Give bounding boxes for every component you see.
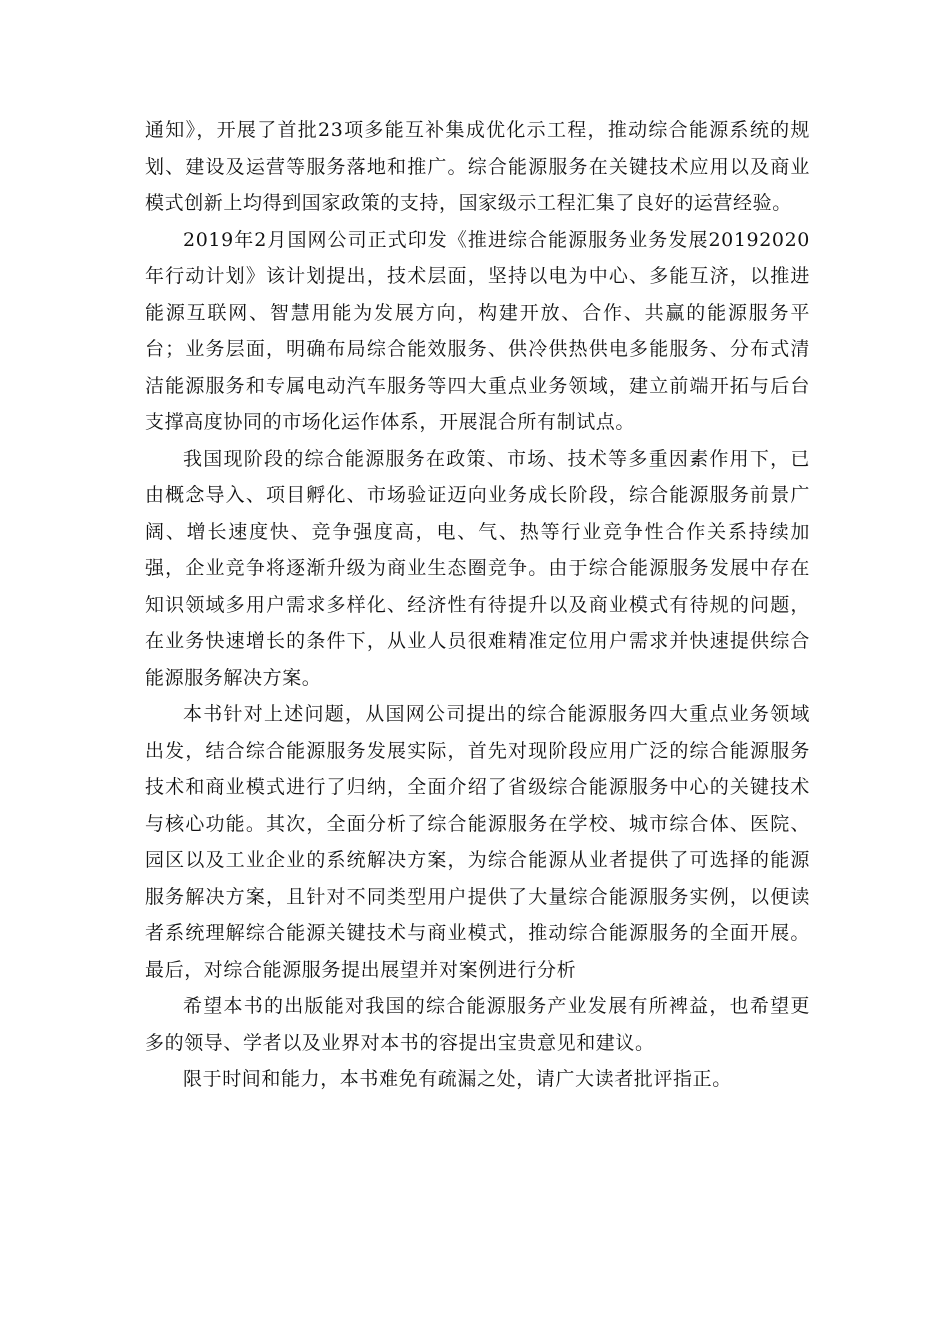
paragraph-continuation: 通知》，开展了首批23项多能互补集成优化示工程，推动综合能源系统的规划、建设及运营等服务落地和推广。综合能源服务在关键技术应用以及商业模式创新上均得到国家政策的支持，国家级示工程汇集了良好的运营经验。 [145, 119, 810, 214]
paragraph-book-overview: 本书针对上述问题，从国网公司提出的综合能源服务四大重点业务领域出发，结合综合能源服务发展实际，首先对现阶段应用广泛的综合能源服务技术和商业模式进行了归纳，全面介绍了省级综合能源服务中心的关键技术与核心功能。其次，全面分析了综合能源服务在学校、城市综合体、医院、园区以及工业企业的系统解决方案，为综合能源从业者提供了可选择的能源服务解决方案，且针对不同类型用户提供了大量综合能源服务实例，以便读者系统理解综合能源关键技术与商业模式，推动综合能源服务的全面开展。最后，对综合能源服务提出展望并对案例进行分析 [145, 703, 810, 981]
paragraph-hope: 希望本书的出版能对我国的综合能源服务产业发展有所裨益，也希望更多的领导、学者以及业界对本书的容提出宝贵意见和建议。 [145, 995, 810, 1054]
document-body [145, 112, 810, 1098]
paragraph-current-stage: 我国现阶段的综合能源服务在政策、市场、技术等多重因素作用下，已由概念导入、项目孵化、市场验证迈向业务成长阶段，综合能源服务前景广阔、增长速度快、竞争强度高，电、气、热等行业竞争性合作关系持续加强，企业竞争将逐渐升级为商业生态圈竞争。由于综合能源服务发展中存在知识领域多用户需求多样化、经济性有待提升以及商业模式有待规的问题，在业务快速增长的条件下，从业人员很难精准定位用户需求并快速提供综合能源服务解决方案。 [145, 447, 810, 689]
paragraph-action-plan: 2019年2月国网公司正式印发《推进综合能源服务业务发展20192020年行动计划》该计划提出，技术层面，坚持以电为中心、多能互济，以推进能源互联网、智慧用能为发展方向，构建开放、合作、共赢的能源服务平台；业务层面，明确布局综合能效服务、供冷供热供电多能服务、分布式清洁能源服务和专属电动汽车服务等四大重点业务领域，建立前端开拓与后台支撑高度协同的市场化运作体系，开展混合所有制试点。 [145, 228, 810, 433]
paragraph-limitations: 限于时间和能力，本书难免有疏漏之处，请广大读者批评指正。 [183, 1068, 732, 1090]
